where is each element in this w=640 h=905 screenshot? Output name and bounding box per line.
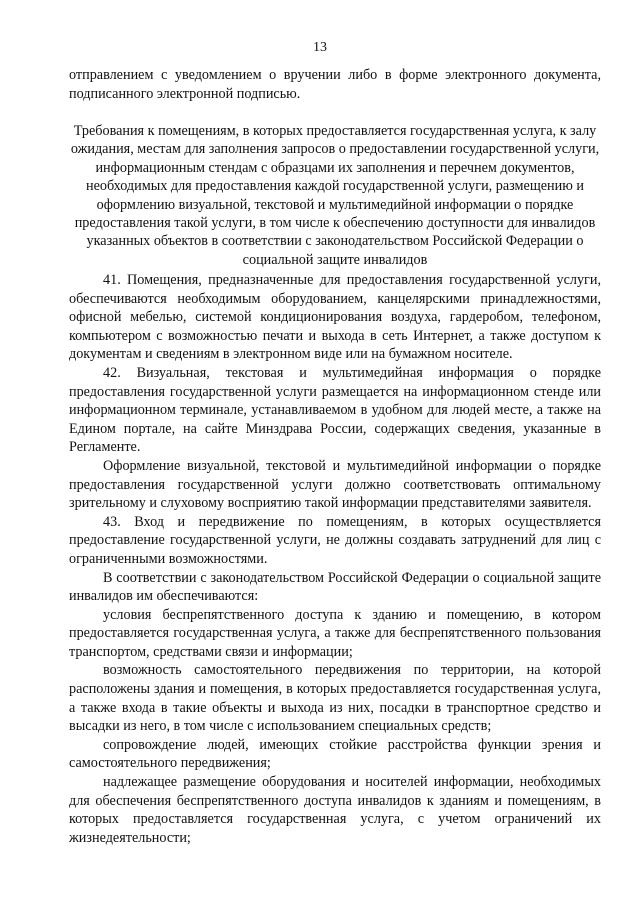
- list-item-movement: возможность самостоятельного передвижения по территории, на которой расположены здания и помещения, в которых предоставляется государственная услуга, а также входа в такие объекты и выхода из них, посадки в транспортное средство и высадки из него, в том числе с использованием специальных средств;: [69, 662, 601, 735]
- section-heading: Требования к помещениям, в которых предоставляется государственная услуга, к залу ожидания, местам для заполнения запросов о предоставлении государственной услуги, информационным стендам с образцами их заполнения и перечнем документов, необходимых для предоставления каждой государственной услуги, размещению и оформлению визуальной, текстовой и мультимедийной информации о порядке предоставления такой услуги, в том числе к обеспечению доступности для инвалидов указанных объектов в соответствии с законодательством Российской Федерации о социальной защите инвалидов: [70, 123, 600, 268]
- list-item-escort: сопровождение людей, имеющих стойкие расстройства функции зрения и самостоятельного передвижения;: [69, 736, 601, 772]
- paragraph-43: 43. Вход и передвижение по помещениям, в которых осуществляется предоставление государственной услуги, не должны создавать затруднений для лиц с ограниченными возможностями.: [69, 513, 601, 567]
- list-item-equipment-placement: надлежащее размещение оборудования и носителей информации, необходимых для обеспечения беспрепятственного доступа инвалидов к зданиям и помещениям, в которых предоставляется государственная услуга, с учетом ограничений их жизнедеятельности;: [69, 774, 601, 846]
- paragraph-42-design: Оформление визуальной, текстовой и мультимедийной информации о порядке предоставления государственной услуги должно соответствовать оптимальному зрительному и слуховому восприятию такой информации представителями заявителя.: [69, 457, 601, 512]
- page-number: 13: [313, 40, 327, 55]
- body-text: [69, 271, 601, 847]
- intro-continuation-block: [69, 66, 601, 103]
- section-heading-block: [69, 122, 601, 269]
- paragraph-41: 41. Помещения, предназначенные для предоставления государственной услуги, обеспечиваются необходимым оборудованием, канцелярскими принадлежностями, офисной мебелью, системой кондиционирования воздуха, гардеробом, телефоном, компьютером с возможностью печати и выхода в сеть Интернет, а также доступом к документам и сведениям в электронном виде или на бумажном носителе.: [69, 272, 601, 363]
- paragraph-43-accessibility-intro: В соответствии с законодательством Российской Федерации о социальной защите инвалидов им обеспечиваются:: [69, 569, 601, 605]
- intro-continuation: отправлением с уведомлением о вручении либо в форме электронного документа, подписанного электронной подписью.: [69, 67, 601, 102]
- list-item-access-conditions: условия беспрепятственного доступа к зданию и помещению, в котором предоставляется государственная услуга, а также для беспрепятственного пользования транспортом, средствами связи и информации;: [69, 606, 601, 660]
- paragraph-42: 42. Визуальная, текстовая и мультимедийная информация о порядке предоставления государственной услуги размещается на информационном стенде или информационном терминале, устанавливаемом в удобном для людей месте, а также на Едином портале, на сайте Минздрава России, содержащих сведения, указанные в Регламенте.: [69, 364, 601, 456]
